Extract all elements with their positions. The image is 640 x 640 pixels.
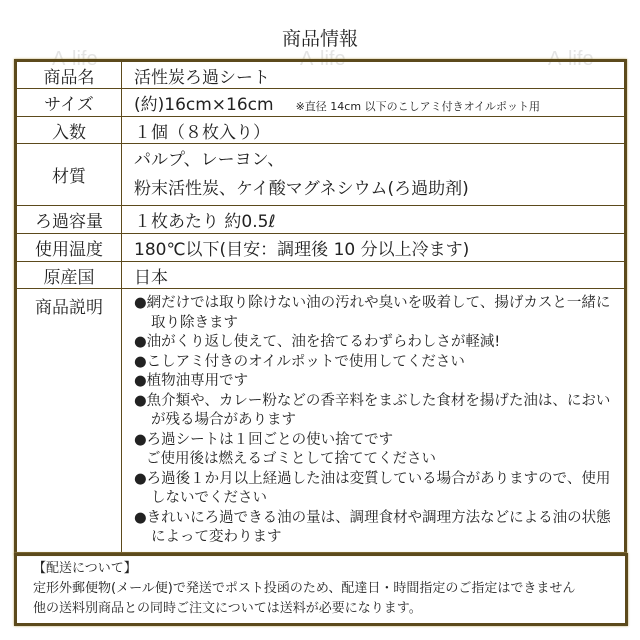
- watermark: A-life: [548, 48, 594, 70]
- table-row: [16, 89, 626, 117]
- row-value: １枚あたり 約0.5ℓ: [122, 206, 626, 234]
- row-label: 使用温度: [16, 234, 122, 262]
- row-label: 原産国: [16, 262, 122, 289]
- row-label: 材質: [16, 144, 122, 206]
- row-label: ろ過容量: [16, 206, 122, 234]
- watermark: A-life: [52, 48, 98, 70]
- shipping-info-box: [14, 553, 628, 626]
- table-row: [16, 61, 626, 89]
- row-label: 商品説明: [16, 289, 122, 554]
- size-note: ※直径 14cm 以下のこしアミ付きオイルポット用: [295, 100, 541, 113]
- row-label: 商品名: [16, 61, 122, 89]
- list-item: ●きれいにろ過できる油の量は、調理食材や調理方法などによる油の状態によって変わります: [134, 509, 611, 545]
- row-value: 日本: [122, 262, 626, 289]
- row-value-line: パルプ、レーヨン、: [134, 149, 285, 170]
- row-value: 活性炭ろ過シート: [122, 61, 626, 89]
- page-title: 商品情報: [281, 28, 358, 50]
- table-row: [16, 262, 626, 289]
- row-label: 入数: [16, 117, 122, 144]
- product-info-table: [14, 59, 627, 555]
- list-item: ●植物油専用です: [134, 373, 249, 389]
- list-item: ●網だけでは取り除けない油の汚れや臭いを吸着して、揚げカスと一緒に取り除きます: [134, 295, 611, 331]
- table-row: [16, 117, 626, 144]
- shipping-heading: 【配送について】: [33, 561, 137, 576]
- shipping-text: 他の送料別商品との同時ご注文については送料が必要になります。: [33, 601, 422, 616]
- description-list: [134, 294, 624, 548]
- row-value: １個（８枚入り）: [122, 117, 626, 144]
- list-item: ●油がくり返し使えて、油を捨てるわずらわしさが軽減!: [134, 334, 501, 350]
- list-item: ●こしアミ付きのオイルポットで使用してください: [134, 353, 465, 370]
- table-row: [16, 144, 626, 206]
- shipping-text: 定形外郵便物(メール便)で発送でポスト投函のため、配達日・時間指定のご指定はできません: [33, 581, 576, 596]
- table-row: [16, 206, 626, 234]
- row-value: (約)16cm×16cm: [134, 95, 274, 115]
- row-label: サイズ: [16, 89, 122, 117]
- watermark: A-life: [300, 48, 346, 70]
- list-item: ご使用後は燃えるゴミとして捨ててください: [146, 451, 436, 467]
- table-row: [16, 289, 626, 554]
- list-item: ●ろ過後１か月以上経過した油は変質している場合がありますので、使用しないでください: [134, 470, 611, 506]
- list-item: ●ろ過シートは１回ごとの使い捨てです: [134, 431, 394, 448]
- table-row: [16, 234, 626, 262]
- row-value-line: 粉末活性炭、ケイ酸マグネシウム(ろ過助剤): [134, 178, 469, 199]
- list-item: ●魚介類や、カレー粉などの香辛料をまぶした食材を揚げた油は、においが残る場合があります: [134, 392, 611, 428]
- row-value: 180℃以下(目安：調理後 10 分以上冷ます): [122, 234, 626, 262]
